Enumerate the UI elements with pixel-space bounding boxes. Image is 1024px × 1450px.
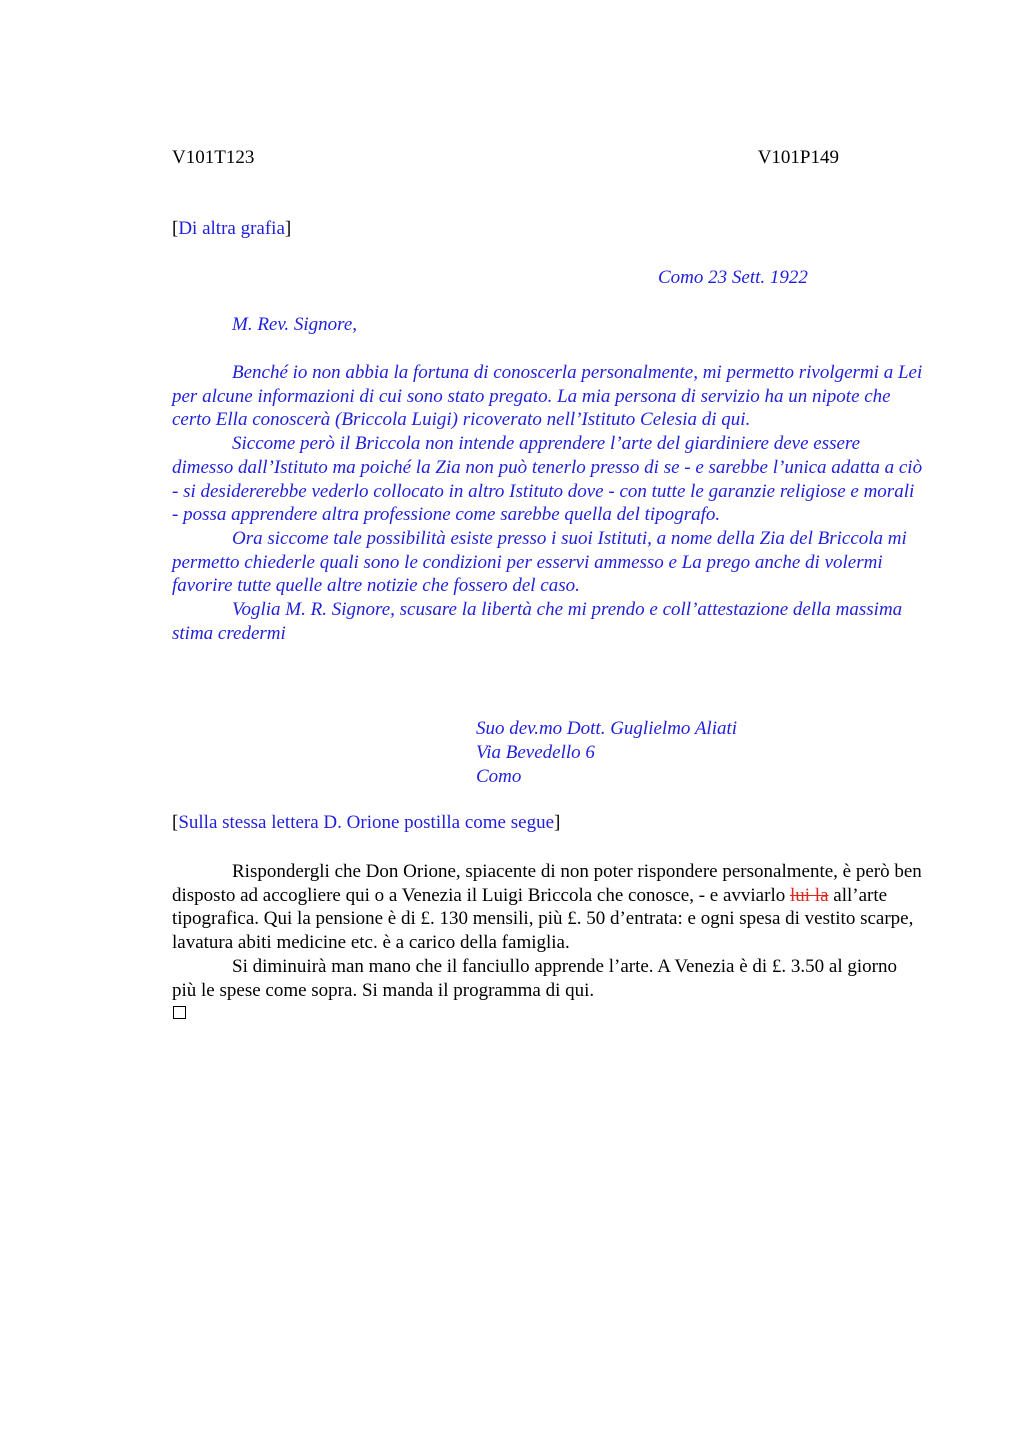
annotation-text: all’arte tipografica. Qui la pensione è di £. 130 mensili, più £. 50 d’entrata: e ogni spesa di vestito scarpe, lavatura abiti medicine etc. è a carico della famiglia.: [172, 884, 914, 954]
note-text: Sulla stessa lettera D. Orione postilla come segue: [178, 812, 555, 833]
bracket-open: [: [172, 812, 179, 833]
letter-date: Como 23 Sett. 1922: [658, 267, 808, 288]
orione-annotation: [172, 860, 924, 1002]
letter-paragraph: Benché io non abbia la fortuna di conoscerla personalmente, mi permetto rivolgermi a Lei per alcune informazioni di cui sono stato pregato. La mia persona di servizio ha un nipote che certo Ella conoscerà (Briccola Luigi) ricoverato nell’Istituto Celesia di qui.: [172, 362, 923, 431]
letter-paragraph: Ora siccome tale possibilità esiste presso i suoi Istituti, a nome della Zia del Briccola mi permetto chiederle quali sono le condizioni per esservi ammesso e La prego anche di volermi favorire tutte quelle altre notizie che fossero del caso.: [172, 527, 907, 597]
end-box-icon: [173, 1006, 186, 1019]
signature-city: Como: [476, 766, 522, 787]
editorial-note-other-hand: [172, 218, 291, 240]
annotation-paragraph: Si diminuirà man mano che il fanciullo apprende l’arte. A Venezia è di £. 3.50 al giorno più le spese come sopra. Si manda il programma di qui.: [172, 955, 897, 1001]
bracket-open: [: [172, 218, 179, 239]
signature-name: Suo dev.mo Dott. Guglielmo Aliati: [476, 718, 738, 739]
letter-paragraph: Voglia M. R. Signore, scusare la libertà che mi prendo e coll’attestazione della massima stima credermi: [172, 599, 903, 644]
letter-paragraph: Siccome però il Briccola non intende apprendere l’arte del giardiniere deve essere dimesso dall’Istituto ma poiché la Zia non può tenerlo presso di se - e sarebbe l’unica adatta a ciò - si desidererebbe vederlo collocato in altro Istituto dove - con tutte le garanzie religiose e morali - possa apprendere altra professione come sarebbe quella del tipografo.: [172, 433, 923, 526]
signature-address: Via Bevedello 6: [476, 742, 595, 763]
bracket-close: ]: [554, 812, 561, 833]
note-text: Di altra grafia: [178, 218, 285, 239]
struck-text: lui la: [789, 884, 829, 906]
letter-signature: [476, 717, 737, 789]
letter-body: [172, 361, 924, 645]
volume-page-code: V101P149: [757, 147, 839, 168]
annotation-text: Rispondergli che Don Orione, spiacente di non poter rispondere personalmente, è però ben disposto ad accogliere qui o a Venezia il Luigi Briccola che conosce, - e avviarlo: [172, 861, 922, 906]
editorial-note-postilla: [172, 812, 560, 834]
bracket-close: ]: [284, 218, 292, 239]
letter-salutation: M. Rev. Signore,: [232, 314, 358, 335]
volume-text-code: V101T123: [172, 147, 255, 168]
annotation-paragraph: [172, 860, 924, 955]
